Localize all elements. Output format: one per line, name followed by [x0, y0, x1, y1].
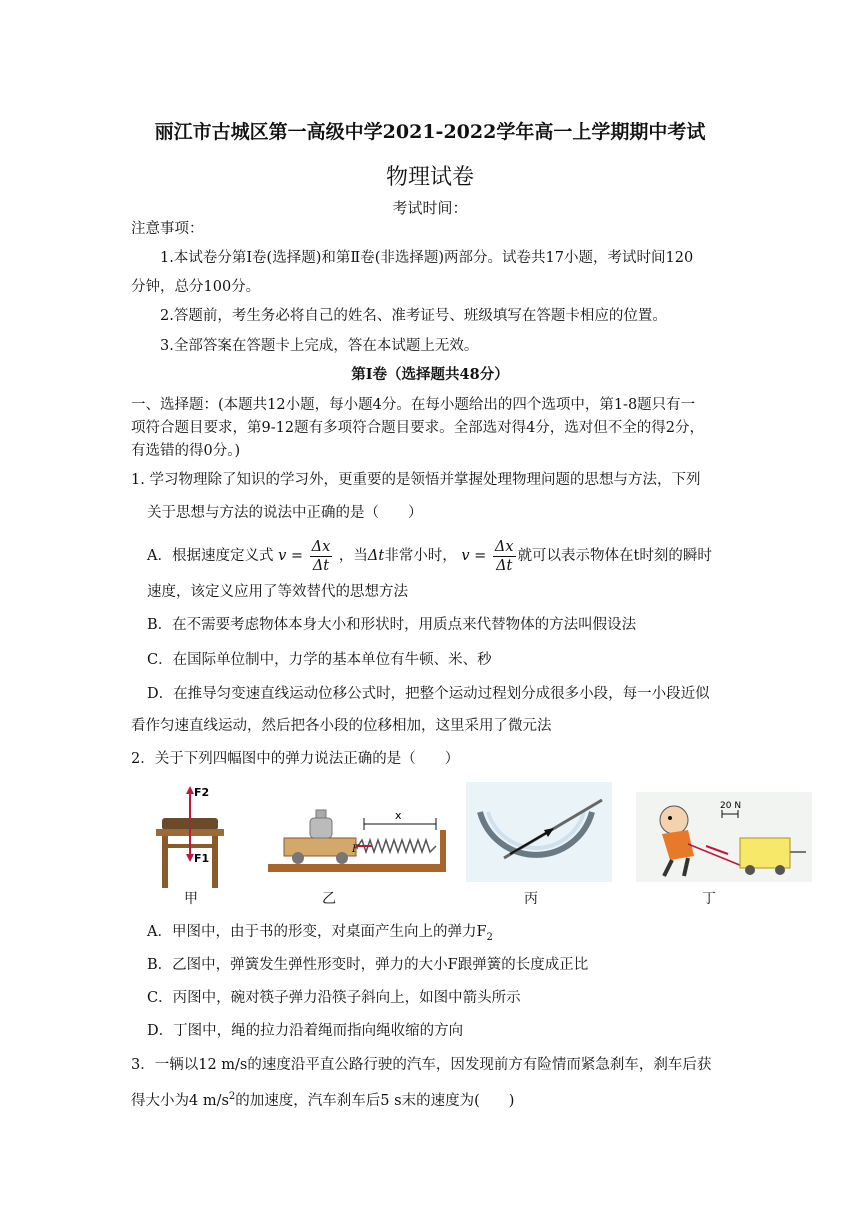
q3-stem-2b: 的加速度，汽车刹车后5 s末的速度为( )	[235, 1092, 515, 1109]
label-f: F	[352, 844, 359, 855]
exam-subtitle: 物理试卷	[385, 165, 474, 190]
note-3: 3.全部答案在答题卡上完成，答在本试题上无效。	[160, 338, 479, 354]
q3-stem-1: 3．一辆以12 m/s的速度沿平直公路行驶的汽车，因发现前方有险情而紧急刹车，刹车后获	[131, 1057, 712, 1073]
cart2-wheel-left	[745, 865, 755, 875]
q3-stem-sup: 2	[228, 1091, 236, 1102]
q1-frac1-den: Δt	[312, 557, 330, 574]
q3-stem-2a: 得大小为4 m/s	[131, 1092, 229, 1109]
cart-wheel-left	[292, 852, 304, 864]
q1-fraction-2	[493, 538, 516, 575]
part1-intro-2: 项符合题目要求，第9-12题有多项符合题目要求。全部选对得4分，选对但不全的得2分，	[131, 420, 705, 436]
q1-a-mid1: ，当	[338, 548, 368, 564]
arrow-f2-head	[186, 786, 194, 794]
ground-surface	[268, 864, 446, 872]
q1-option-a-cont: 速度，该定义应用了等效替代的思想方法	[147, 584, 408, 600]
table-leg-left	[162, 836, 168, 888]
q1-option-a	[147, 533, 712, 579]
q1-a-pre: A．根据速度定义式	[147, 548, 274, 564]
q2-option-d: D．丁图中，绳的拉力沿着绳而指向绳收缩的方向	[147, 1023, 464, 1039]
q2-a-sub: 2	[486, 931, 493, 943]
label-x: x	[395, 809, 402, 822]
q1-option-d-cont: 看作匀速直线运动，然后把各小段的位移相加，这里采用了微元法	[131, 718, 552, 734]
label-f2: F2	[194, 786, 210, 799]
exam-title: 丽江市古城区第一高级中学2021-2022学年高一上学期期中考试	[154, 121, 706, 143]
note-1: 1.本试卷分第Ⅰ卷(选择题)和第Ⅱ卷(非选择题)两部分。试卷共17小题，考试时间120	[160, 250, 694, 266]
q1-fraction-1	[310, 538, 333, 575]
person-eye	[668, 816, 672, 820]
cart-wheel-right	[336, 852, 348, 864]
q2-stem: 2．关于下列四幅图中的弹力说法正确的是（ ）	[131, 751, 460, 767]
q1-option-d: D．在推导匀变速直线运动位移公式时，把整个运动过程划分成很多小段，每一小段近似	[147, 686, 710, 702]
q1-dt: Δt	[367, 548, 385, 564]
table-leg-right	[212, 836, 218, 888]
q3-stem-2	[131, 1087, 514, 1111]
q1-option-b: B．在不需要考虑物体本身大小和形状时，用质点来代替物体的方法叫假设法	[147, 617, 637, 633]
q1-v-eq-2: v =	[461, 548, 487, 564]
q2-option-c: C．丙图中，碗对筷子弹力沿筷子斜向上，如图中箭头所示	[147, 990, 521, 1006]
fig-label-bing: 丙	[524, 891, 538, 907]
notes-heading: 注意事项：	[131, 221, 204, 237]
q1-v-eq: v =	[278, 548, 304, 564]
scale-label: 20 N	[720, 801, 742, 811]
q1-stem-1: 1. 学习物理除了知识的学习外，更重要的是领悟并掌握处理物理问题的思想与方法，下列	[131, 472, 701, 488]
part1-intro-3: 有选错的得0分。)	[131, 443, 241, 459]
weight-block	[310, 818, 332, 838]
note-2: 2.答题前，考生务必将自己的姓名、准考证号、班级填写在答题卡相应的位置。	[160, 308, 667, 324]
q1-stem-2: 关于思想与方法的说法中正确的是（ ）	[147, 505, 423, 521]
weight-knob	[316, 810, 326, 818]
cart-box	[740, 838, 790, 868]
q1-a-mid2: 非常小时，	[384, 548, 457, 564]
fig-label-ding: 丁	[702, 891, 716, 907]
q1-a-post: 就可以表示物体在t时刻的瞬时	[517, 548, 712, 564]
q1-frac1-num: Δx	[311, 538, 331, 555]
label-f1: F1	[194, 852, 210, 865]
figure-jia-table	[150, 782, 230, 890]
q2-option-b: B．乙图中，弹簧发生弹性形变时，弹力的大小F跟弹簧的长度成正比	[147, 957, 589, 973]
figure-ding-pull	[636, 782, 812, 882]
q1-frac2-den: Δt	[496, 557, 513, 574]
q2-option-a	[147, 922, 493, 948]
figure-bing-bowl	[466, 782, 612, 882]
note-1-cont: 分钟，总分100分。	[131, 279, 261, 295]
part1-intro-1: 一、选择题：(本题共12小题，每小题4分。在每小题给出的四个选项中，第1-8题只有一	[131, 397, 696, 413]
figure-yi-spring	[268, 782, 452, 882]
part1-heading: 第Ⅰ卷（选择题共48分）	[351, 366, 509, 383]
cart2-wheel-right	[775, 865, 785, 875]
person-head	[660, 806, 688, 834]
fig-label-yi: 乙	[322, 891, 336, 907]
fig-label-jia: 甲	[184, 891, 198, 907]
q1-frac2-num: Δx	[494, 538, 514, 555]
arrow-f1-head	[186, 854, 194, 862]
q1-option-c: C．在国际单位制中，力学的基本单位有牛顿、米、秒	[147, 652, 492, 668]
spring-wall	[440, 830, 446, 866]
exam-time: 考试时间：	[392, 199, 468, 217]
q2-a-text: A．甲图中，由于书的形变，对桌面产生向上的弹力F	[147, 924, 487, 940]
